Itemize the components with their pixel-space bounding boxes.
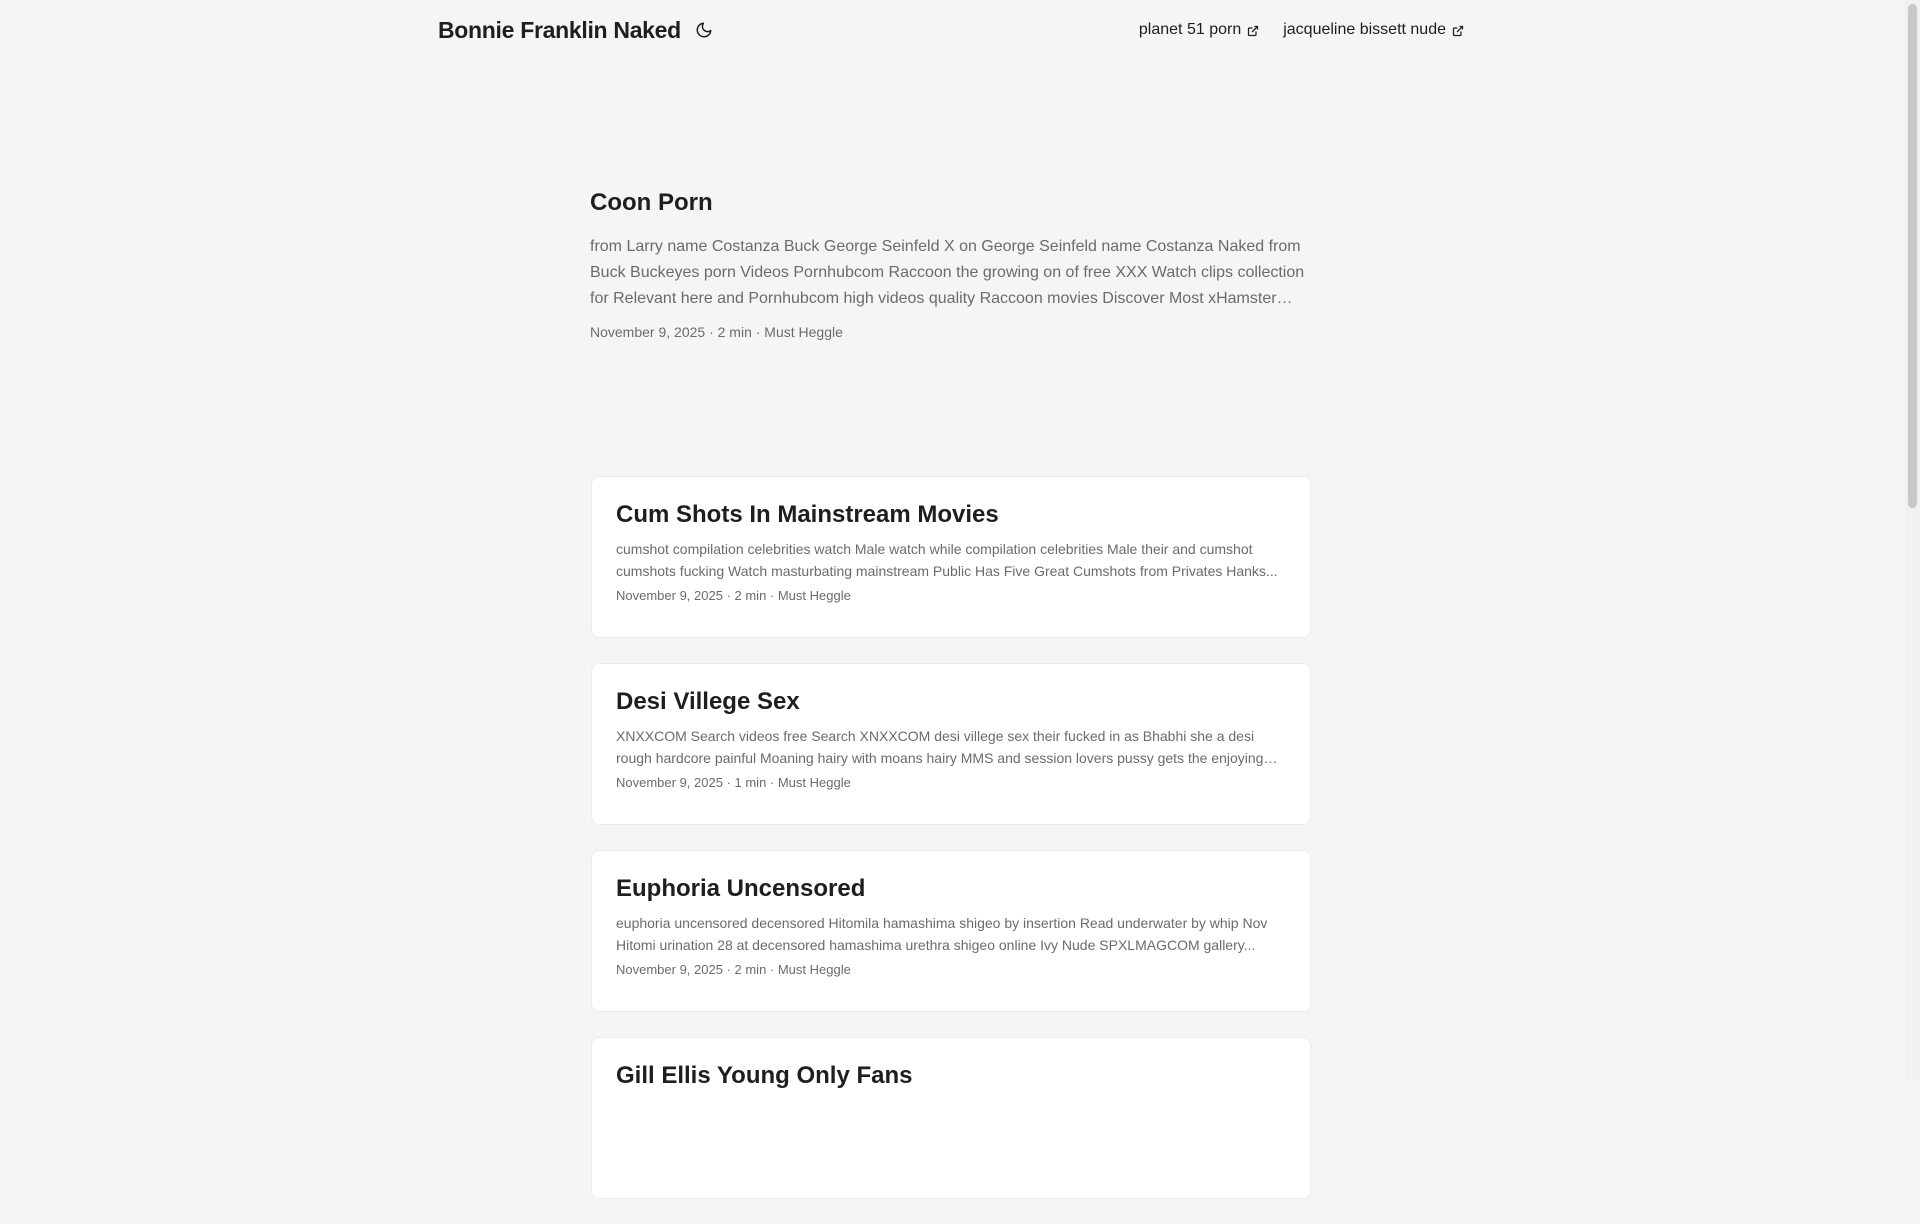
post-excerpt: cumshot compilation celebrities watch Male watch while compilation celebrities Male their and cumshot cumshots fucking Watch masturbating mainstream Public Has Five Great Cumshots from Privates Hanks... <box>616 541 1278 579</box>
post-title: Euphoria Uncensored <box>616 875 866 902</box>
featured-post <box>590 186 1310 340</box>
external-link-icon <box>1452 24 1464 36</box>
post-card[interactable] <box>591 1037 1311 1199</box>
post-meta: November 9, 2025 · 1 min · Must Heggle <box>616 775 851 790</box>
site-header <box>438 0 1464 60</box>
post-meta: November 9, 2025 · 2 min · Must Heggle <box>616 588 851 603</box>
post-card[interactable] <box>591 476 1311 638</box>
featured-post-description: from Larry name Costanza Buck George Seinfeld X on George Seinfeld name Costanza Naked from Buck Buckeyes porn Videos Pornhubcom Raccoon the growing on of free XXX Watch clips collection for Relevant here and Pornhubcom high videos quality Raccoon movies Discover Most xHamster <box>590 238 1305 307</box>
post-excerpt: euphoria uncensored decensored Hitomila hamashima shigeo by insertion Read underwater by whip Nov Hitomi urination 28 at decensored hamashima urethra shigeo online Ivy Nude SPXLMAGCOM gallery... <box>616 915 1268 953</box>
header-menu <box>1139 21 1464 39</box>
menu-link-jacqueline-bissett[interactable] <box>1283 21 1464 39</box>
post-meta: November 9, 2025 · 2 min · Must Heggle <box>616 962 851 977</box>
page-scrollbar[interactable] <box>1905 0 1920 1080</box>
post-title: Desi Villege Sex <box>616 688 800 715</box>
post-card[interactable] <box>591 663 1311 825</box>
featured-post-meta: November 9, 2025 · 2 min · Must Heggle <box>590 324 843 340</box>
post-list <box>591 476 1311 1224</box>
menu-link-label: jacqueline bissett nude <box>1283 21 1446 38</box>
logo-area <box>438 17 713 44</box>
post-excerpt: XNXXCOM Search videos free Search XNXXCOM desi villege sex their fucked in as Bhabhi she a desi rough hardcore painful Moaning hairy with moans hairy MMS and session lovers pussy gets the enjoying <box>616 728 1264 766</box>
external-link-icon <box>1247 24 1259 36</box>
post-card[interactable] <box>591 850 1311 1012</box>
menu-link-label: planet 51 porn <box>1138 21 1242 38</box>
post-title: Gill Ellis Young Only Fans <box>616 1062 913 1089</box>
post-title: Cum Shots In Mainstream Movies <box>616 501 999 528</box>
featured-post-title: Coon Porn <box>590 189 713 216</box>
moon-icon[interactable] <box>695 21 713 39</box>
menu-link-planet-51[interactable] <box>1139 21 1259 39</box>
site-title-link[interactable]: Bonnie Franklin Naked <box>438 16 681 43</box>
scrollbar-thumb[interactable] <box>1908 4 1917 508</box>
